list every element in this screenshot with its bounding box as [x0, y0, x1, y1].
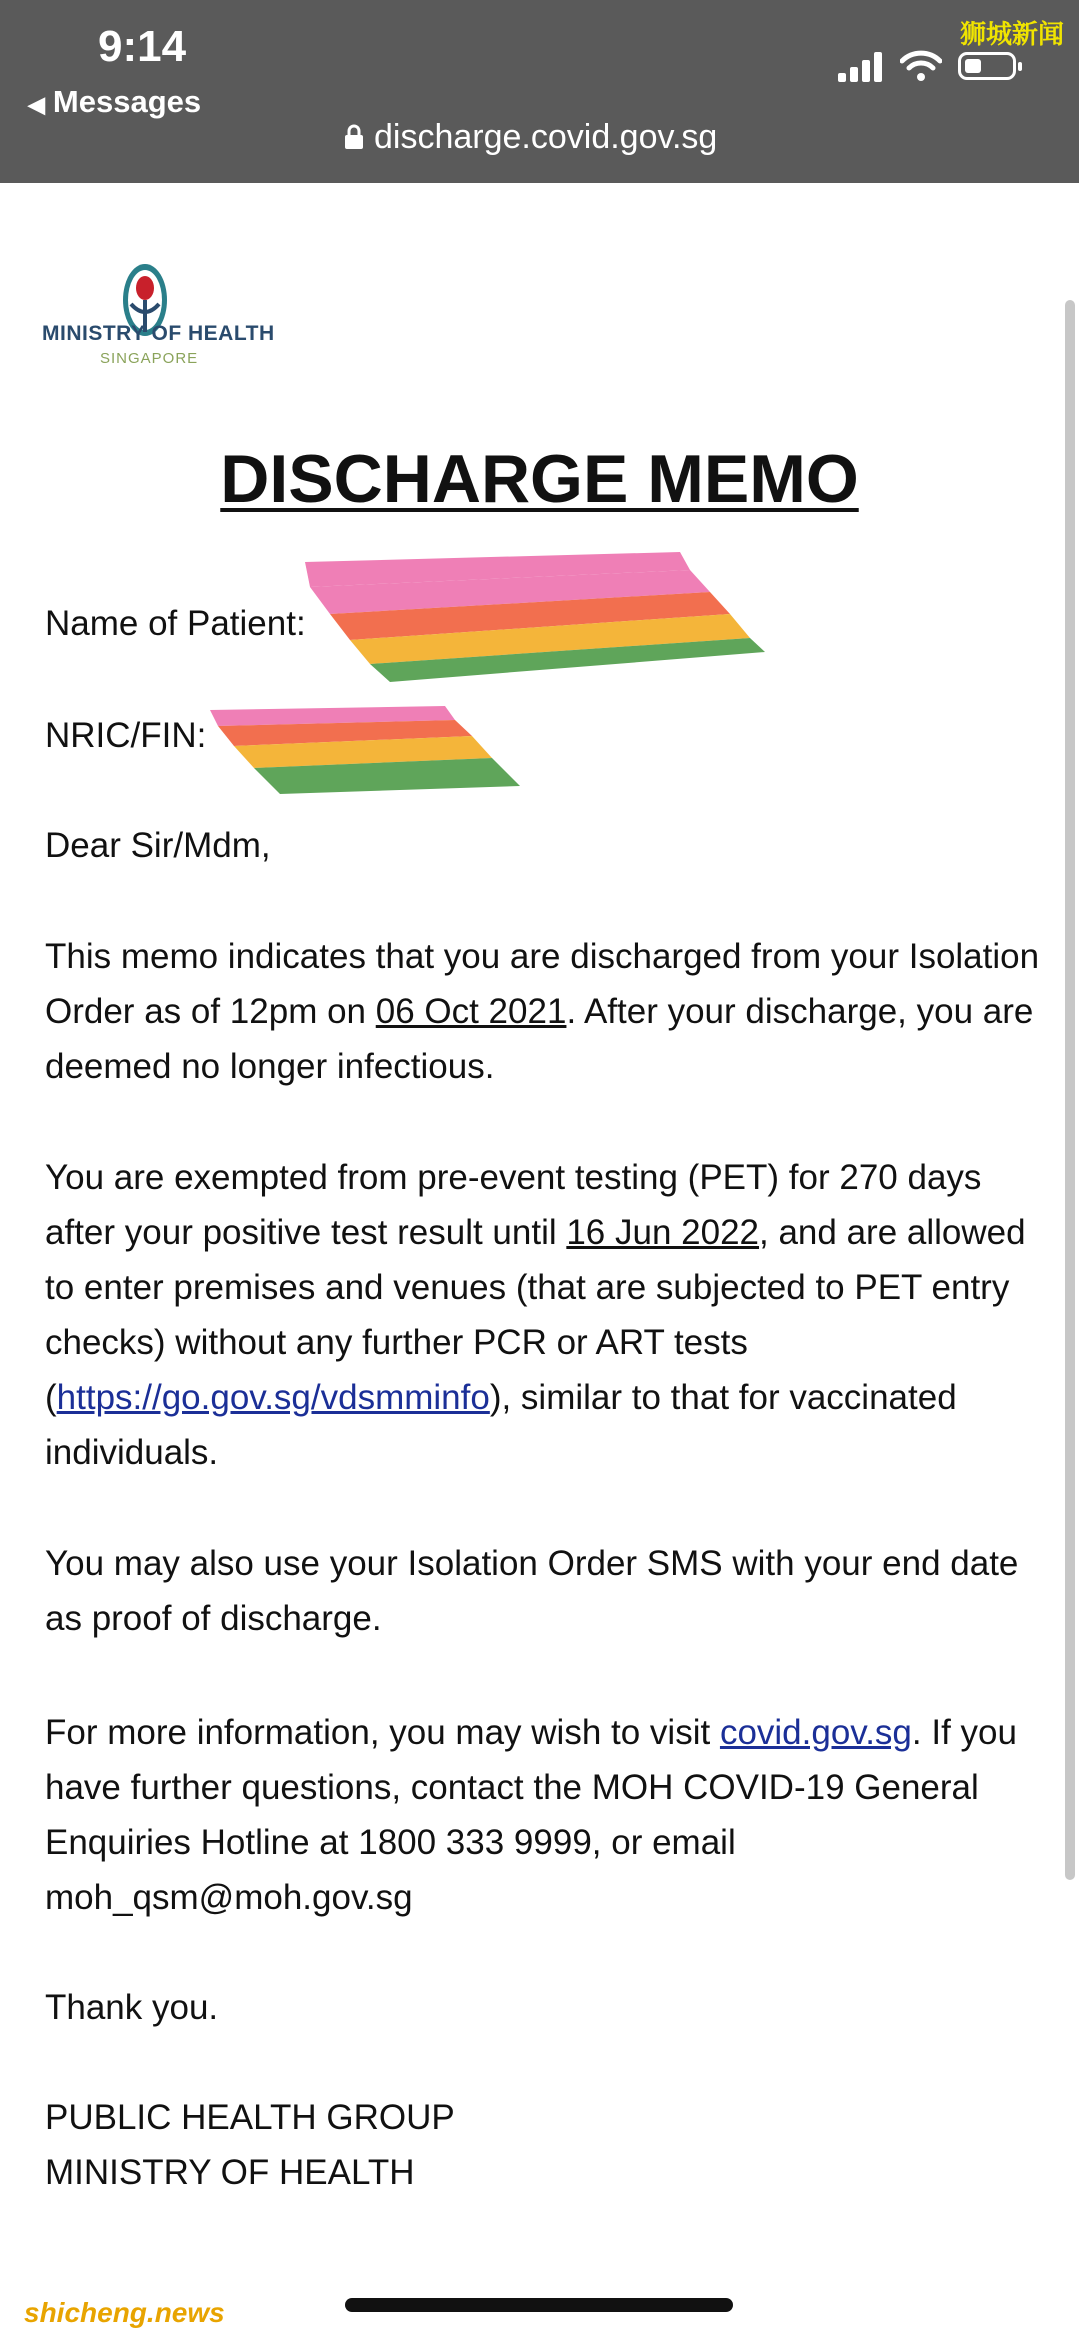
paragraph-more-info — [45, 1705, 1045, 1925]
bottom-watermark: shicheng.news — [24, 2297, 225, 2328]
clock: 9:14 — [98, 22, 187, 71]
page-title: DISCHARGE MEMO — [220, 441, 859, 517]
p2-text-b: , and are allowed to enter premises and venues (that are subjected to PET entry checks) without any further PCR or ART tests ( — [45, 1213, 1026, 1417]
thank-you: Thank you. — [45, 1988, 219, 2027]
paragraph-sms-proof: You may also use your Isolation Order SMS with your end date as proof of discharge. — [45, 1544, 1019, 1638]
vdsmminfo-link[interactable]: https://go.gov.sg/vdsmminfo — [56, 1378, 490, 1417]
paragraph-pet-exemption — [45, 1150, 1045, 1480]
url-text: discharge.covid.gov.sg — [374, 118, 718, 156]
signature-line2: MINISTRY OF HEALTH — [45, 2153, 415, 2192]
lock-icon — [344, 120, 364, 159]
scrollbar[interactable] — [1065, 300, 1075, 1880]
nric-label: NRIC/FIN: — [45, 716, 207, 755]
covid-gov-link[interactable]: covid.gov.sg — [719, 1713, 912, 1752]
signal-icon — [838, 52, 884, 87]
p4-text-a: For more information, you may wish to visit — [45, 1713, 720, 1752]
p1-text-b: . After your discharge, you are deemed no longer infectious. — [45, 992, 1034, 1086]
logo-line2: SINGAPORE — [100, 350, 199, 367]
back-arrow-icon: ◀ — [28, 92, 45, 117]
exemption-end-date: 16 Jun 2022 — [566, 1213, 760, 1252]
p2-text-c: ), similar to that for vaccinated individuals. — [45, 1378, 957, 1472]
nric-row — [45, 708, 1045, 763]
top-watermark: 狮城新闻 — [960, 19, 1065, 49]
logo-line1: MINISTRY OF HEALTH — [42, 322, 275, 345]
nric-redaction — [210, 706, 530, 798]
wifi-icon — [900, 50, 942, 87]
back-to-messages-button[interactable] — [28, 84, 201, 120]
address-bar[interactable] — [344, 118, 717, 159]
status-bar — [0, 0, 1079, 183]
p2-text-a: You are exempted from pre-event testing (PET) for 270 days after your positive test result until — [45, 1158, 982, 1252]
p1-text-a: This memo indicates that you are discharged from your Isolation Order as of 12pm on — [45, 937, 1040, 1031]
greeting: Dear Sir/Mdm, — [45, 826, 271, 865]
battery-icon — [958, 52, 1016, 80]
paragraph-discharge — [45, 929, 1045, 1094]
discharge-date: 06 Oct 2021 — [375, 992, 567, 1031]
p4-text-b: . If you have further questions, contact the MOH COVID-19 General Enquiries Hotline at 1800 333 9999, or email moh_qsm@moh.gov.sg — [45, 1713, 1017, 1917]
patient-name-label: Name of Patient: — [45, 604, 306, 643]
name-redaction — [300, 552, 770, 687]
home-indicator[interactable] — [345, 2298, 733, 2312]
signature-line1: PUBLIC HEALTH GROUP — [45, 2098, 455, 2137]
back-label: Messages — [52, 84, 202, 119]
